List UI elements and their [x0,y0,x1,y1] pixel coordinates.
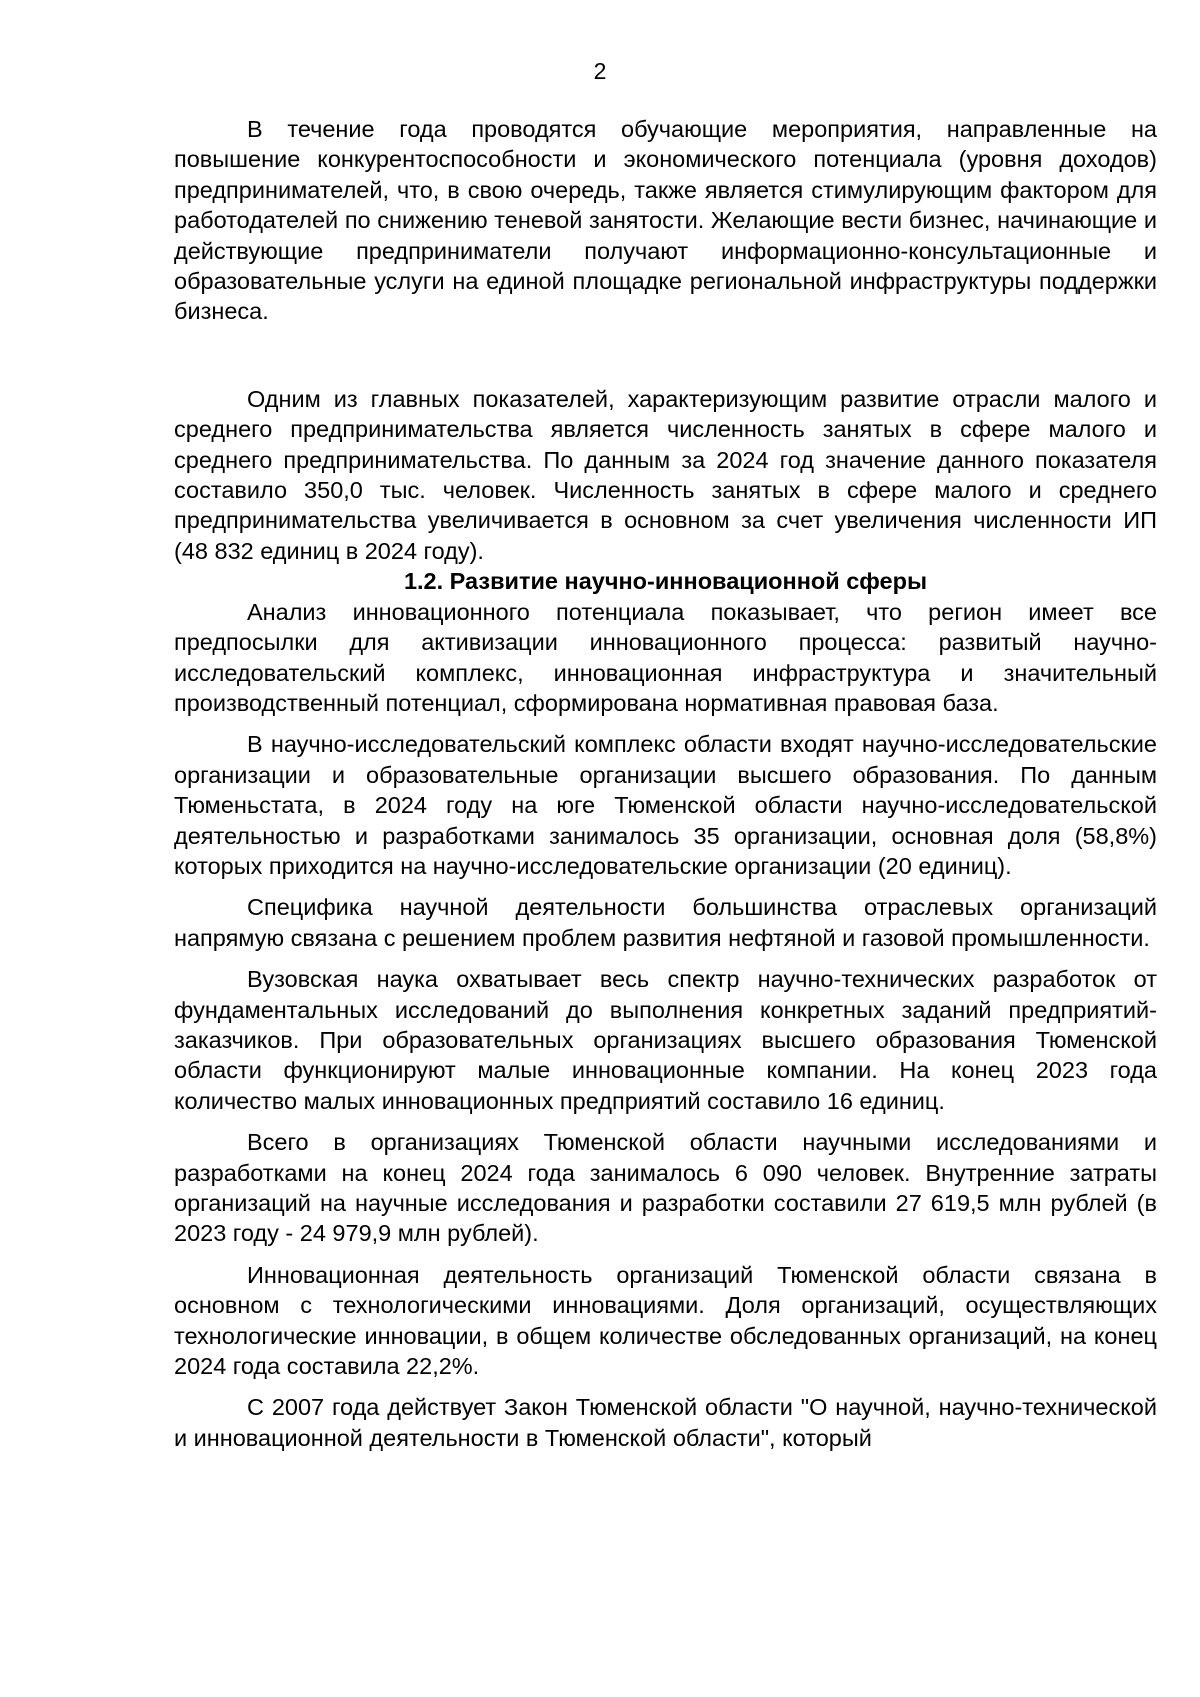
paragraph-training-events: В течение года проводятся обучающие мероприятия, направленные на повышение конкурентоспособности и экономического потенциала (уровня доходов) предпринимателей, что, в свою очередь, также является стимулирующим фактором для работодателей по снижению теневой занятости. Желающие вести бизнес, начинающие и действующие предприниматели получают информационно-консультационные и образовательные услуги на единой площадке региональной инфраструктуры поддержки бизнеса. [174,116,1157,325]
paragraph-innovation-activity: Инновационная деятельность организаций Тюменской области связана в основном с технологическими инновациями. Доля организаций, осуществляющих технологические инновации, в общем количестве обследованных организаций, на конец 2024 года составила 22,2%. [174,1261,1157,1380]
page-number: 2 [593,58,607,84]
document-body [174,114,1157,1453]
paragraph-university-science: Вузовская наука охватывает весь спектр научно-технических разработок от фундаментальных исследований до выполнения конкретных заданий предприятий-заказчиков. При образовательных организациях высшего образования Тюменской области функционируют малые инновационные компании. На конец 2023 года количество малых инновационных предприятий составило 16 единиц. [174,966,1157,1114]
paragraph-research-staff: Всего в организациях Тюменской области научными исследованиями и разработками на конец 2024 года занималось 6 090 человек. Внутренние затраты организаций на научные исследования и разработки составили 27 619,5 млн рублей (в 2023 году - 24 979,9 млн рублей). [174,1129,1157,1247]
paragraph-innovation-potential: Анализ инновационного потенциала показывает, что регион имеет все предпосылки для активизации инновационного процесса: развитый научно-исследовательский комплекс, инновационная инфраструктура и значительный производственный потенциал, сформирована нормативная правовая база. [174,598,1157,716]
paragraph-sme-employment: Одним из главных показателей, характеризующим развитие отрасли малого и среднего предпринимательства является численность занятых в сфере малого и среднего предпринимательства. По данным за 2024 год значение данного показателя составило 350,0 тыс. человек. Численность занятых в сфере малого и среднего предпринимательства увеличивается в основном за счет увеличения численности ИП (48 832 единиц в 2024 году). [174,385,1157,564]
section-heading: 1.2. Развитие научно-инновационной сферы [403,568,928,595]
paragraph-research-complex: В научно-исследовательский комплекс области входят научно-исследовательские организации и образовательные организации высшего образования. По данным Тюменьстата, в 2024 году на юге Тюменской области научно-исследовательской деятельностью и разработками занималось 35 организации, основная доля (58,8%) которых приходится на научно-исследовательские организации (20 единиц). [174,731,1157,879]
paragraph-industry-specifics: Специфика научной деятельности большинства отраслевых организаций напрямую связана с решением проблем развития нефтяной и газовой промышленности. [174,894,1157,951]
paragraph-regional-law: С 2007 года действует Закон Тюменской области "О научной, научно-технической и инновационной деятельности в Тюменской области", который [174,1394,1157,1451]
